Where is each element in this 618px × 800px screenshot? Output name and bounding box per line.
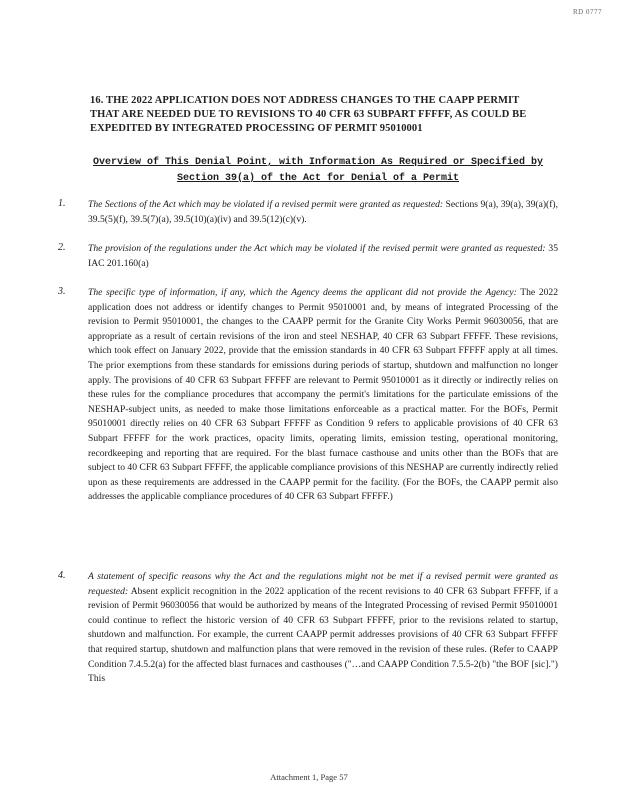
item-text [88, 570, 558, 687]
section-heading: 16. THE 2022 APPLICATION DOES NOT ADDRESS CHANGES TO THE CAAPP PERMIT THAT ARE NEEDED DUE TO REVISIONS TO 40 CFR 63 SUBPART FFFFF, AS COULD BE EXPEDITED BY INTEGRATED PROCESSING OF PERMIT 95010001 [90, 95, 527, 134]
item-body: Sections 9(a), 39(a), 39(a)(f), 39.5(5)(f), 39.5(7)(a), 39.5(10)(a)(iv) and 39.5(12)(c)(v). [88, 199, 558, 225]
item-number: 2. [58, 242, 66, 253]
item-lead: The provision of the regulations under the Act which may be violated if the revised permit were granted as requested: [88, 243, 546, 254]
item-number: 4. [58, 570, 66, 581]
page-footer: Attachment 1, Page 57 [270, 772, 348, 782]
item-number: 1. [58, 198, 66, 209]
item-text [88, 242, 558, 271]
item-lead: The Sections of the Act which may be violated if a revised permit were granted as requested: [88, 199, 444, 210]
item-lead: The specific type of information, if any, which the Agency deems the applicant did not provide the Agency: [88, 287, 517, 298]
document-id: RD 0777 [573, 8, 602, 16]
item-lead: A statement of specific reasons why the Act and the regulations might not be met if a revised permit were granted as requested: [88, 571, 558, 597]
item-text [88, 198, 558, 227]
item-text [88, 286, 558, 505]
item-body: The 2022 application does not address or identify changes to Permit 95010001 and, by means of integrated Processing of the revision to Permit 95010001, the changes to the CAAPP permit for the Granite City Works Permit 96030056, that are appropriate as a result of certain revisions of the iron and steel NESHAP, 40 CFR 63 Subpart FFFFF. These revisions, which took effect on January 2022, provide that the emission standards in 40 CFR 63 Subpart FFFFF apply at all times. The prior exemptions from these standards for emissions during periods of startup, shutdown and malfunction no longer apply. The provisions of 40 CFR 63 Subpart FFFFF are relevant to Permit 95010001 as it directly or indirectly relies on these rules for the compliance procedures that accompany the permit's limitations for the particulate emissions of the NESHAP-subject units, as needed to make those limitations enforceable as a practical matter. For the BOFs, Permit 95010001 directly relies on 40 CFR 63 Subpart FFFFF as Condition 9 refers to applicable provisions of 40 CFR 63 Subpart FFFFF for the work practices, opacity limits, operating limits, emission testing, operational monitoring, recordkeeping and reporting that are required. For the blast furnace casthouse and units other than the BOFs that are subject to 40 CFR 63 Subpart FFFFF, the applicable compliance provisions of this NESHAP are currently indirectly relied upon as these requirements are addressed in the CAAPP permit for the facility. (For the BOFs, the CAAPP permit also addresses the applicable compliance procedures of 40 CFR 63 Subpart FFFFF.) [88, 287, 559, 503]
overview-heading: Overview of This Denial Point, with Information As Required or Specified by Section 39(a) of the Act for Denial of a Permit [92, 157, 544, 184]
item-body: 35 IAC 201.160(a) [88, 243, 558, 269]
item-body: Absent explicit recognition in the 2022 application of the recent revisions to 40 CFR 63 Subpart FFFFF, if a revision of Permit 96030056 that would be authorized by means of the Integrated Processing of revised Permit 95010001 could continue to reflect the historic version of 40 CFR 63 Subpart FFFFF, prior to the revisions related to startup, shutdown and malfunction. For example, the current CAAPP permit addresses provisions of 40 CFR 63 Subpart FFFFF that required startup, shutdown and malfunction plans that were removed in the revision of these rules. (Refer to CAAPP Condition 7.4.5.2(a) for the affected blast furnaces and casthouses ("…and CAAPP Condition 7.5.5-2(b) "the BOF [sic].") This [88, 585, 558, 685]
item-number: 3. [58, 286, 66, 297]
